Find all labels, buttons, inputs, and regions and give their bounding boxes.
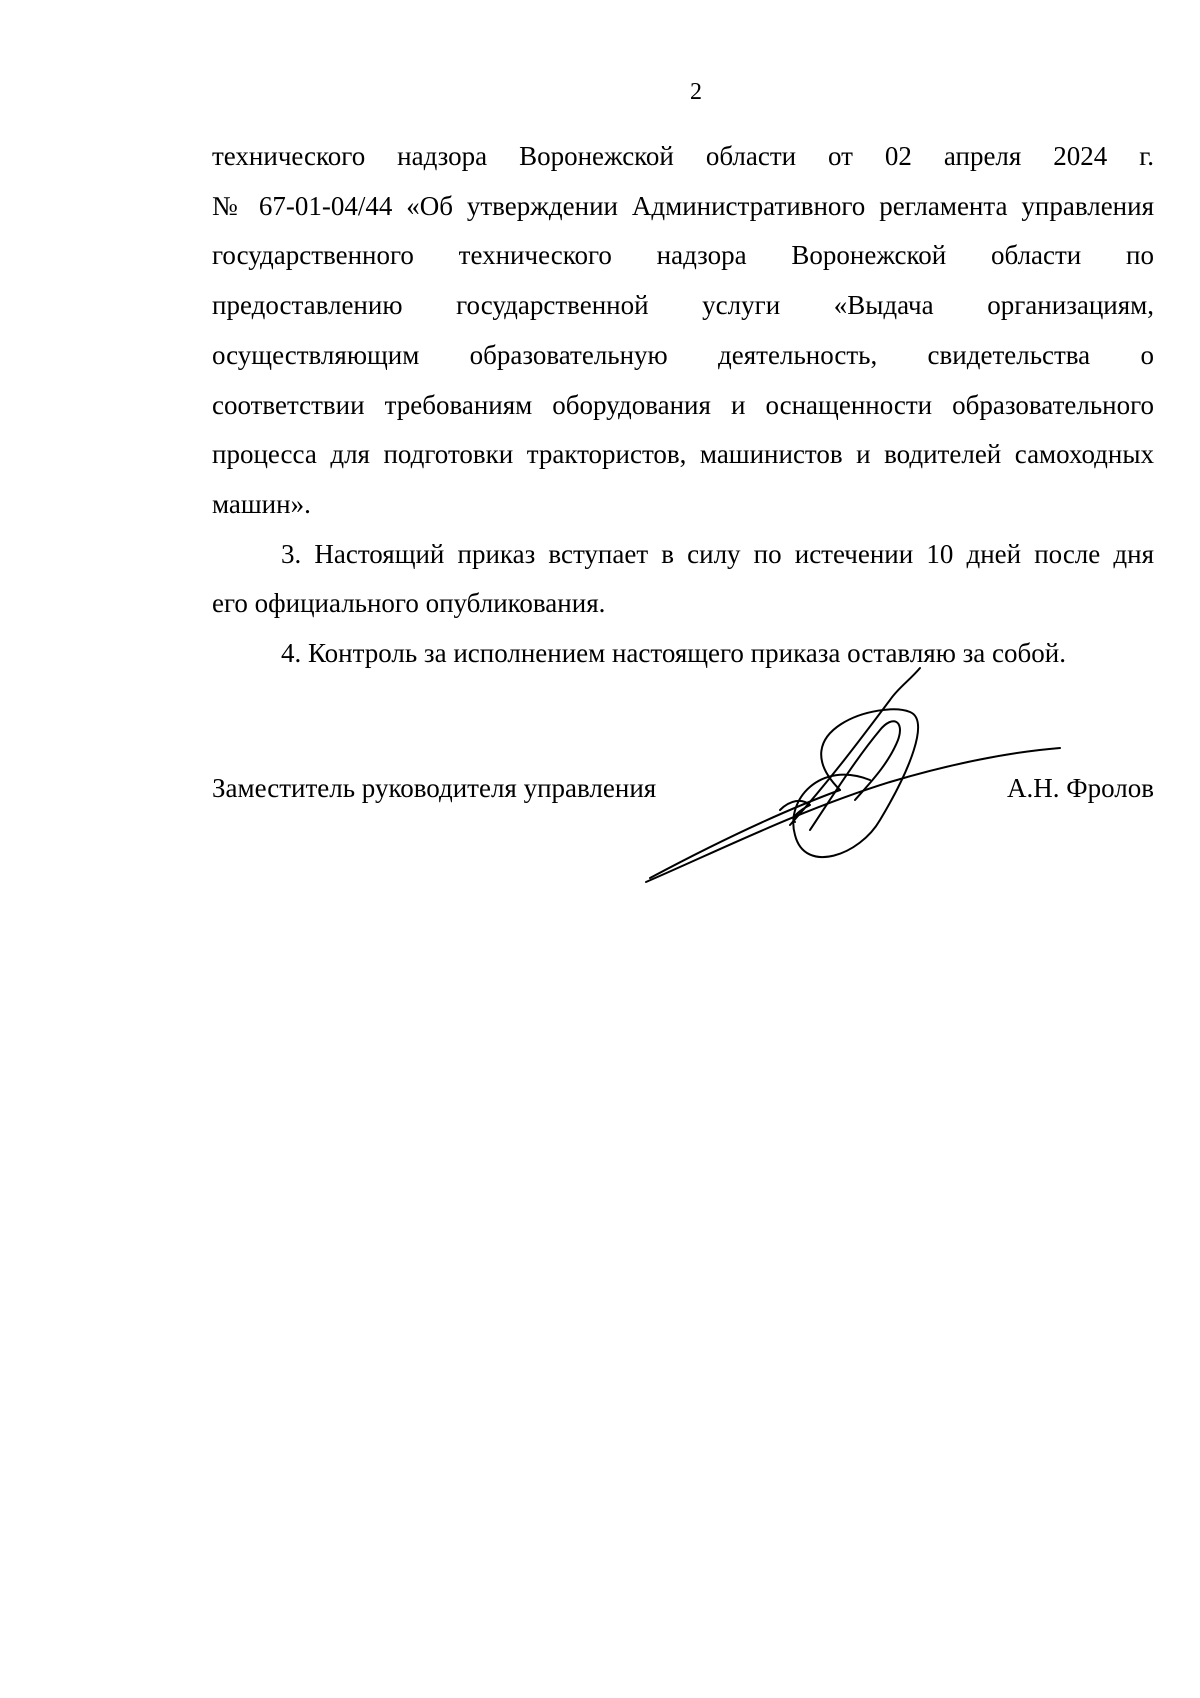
text-line: его официального опубликования. xyxy=(212,588,606,619)
text-line: машин». xyxy=(212,488,311,519)
text-line: государственного технического надзора Воронежской области по xyxy=(212,240,1154,271)
page-number: 2 xyxy=(690,79,702,105)
text-line: № 67-01-04/44 «Об утверждении Административного регламента управления xyxy=(212,190,1154,221)
paragraph-item-3 xyxy=(212,530,1154,629)
text-line: предоставлению государственной услуги «Выдача организациям, xyxy=(212,290,1154,321)
text-line: осуществляющим образовательную деятельность, свидетельства о xyxy=(212,339,1154,370)
paragraph-continuation xyxy=(212,132,1154,530)
document-body xyxy=(212,132,1154,679)
handwritten-signature xyxy=(630,660,1070,900)
signatory-title: Заместитель руководителя управления xyxy=(212,773,657,803)
text-line: 3. Настоящий приказ вступает в силу по истечении 10 дней после дня xyxy=(281,538,1154,569)
text-line: 4. Контроль за исполнением настоящего приказа оставляю за собой. xyxy=(281,638,1066,669)
signatory-name: А.Н. Фролов xyxy=(1007,773,1154,803)
text-line: процесса для подготовки трактористов, машинистов и водителей самоходных xyxy=(212,439,1154,470)
text-line: соответствии требованиям оборудования и оснащенности образовательного xyxy=(212,389,1154,420)
text-line: технического надзора Воронежской области от 02 апреля 2024 г. xyxy=(212,141,1154,171)
